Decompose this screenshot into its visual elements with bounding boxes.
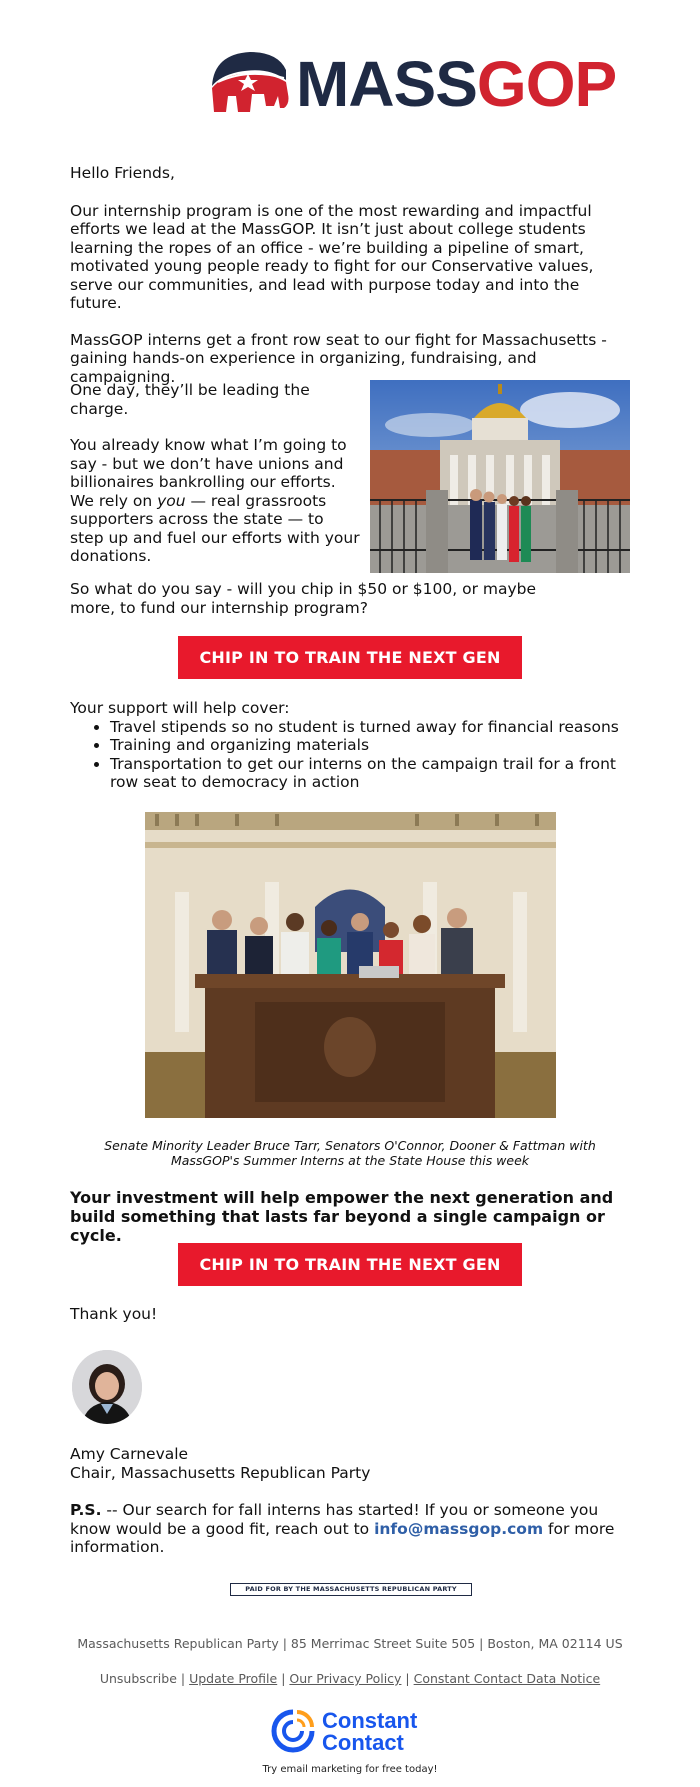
postscript xyxy=(70,1501,630,1557)
logo-wordmark xyxy=(296,48,616,120)
signature-block xyxy=(70,1445,630,1482)
support-intro: Your support will help cover: xyxy=(70,699,290,717)
massgop-logo[interactable] xyxy=(208,46,617,120)
avatar xyxy=(72,1350,142,1424)
support-list xyxy=(70,718,630,792)
grassroots-emphasis: you xyxy=(157,491,186,510)
paid-for-disclaimer: PAID FOR BY THE MASSACHUSETTS REPUBLICAN PARTY xyxy=(230,1583,472,1596)
ps-email-link[interactable]: info@massgop.com xyxy=(374,1519,544,1538)
list-item: • Transportation to get our interns on the campaign trail for a front row seat to democracy in action xyxy=(110,755,630,792)
unsubscribe-link[interactable]: Unsubscribe xyxy=(99,1671,177,1686)
ps-text-b: for more information. xyxy=(70,1519,615,1556)
cc-tagline[interactable]: Try email marketing for free today! xyxy=(262,1764,438,1775)
list-item: • Training and organizing materials xyxy=(110,736,630,755)
cc-word-2: Contact xyxy=(322,1730,404,1755)
data-notice-link[interactable]: Constant Contact Data Notice xyxy=(413,1671,601,1686)
constant-contact-logo[interactable] xyxy=(270,1708,440,1758)
footer-separator: | xyxy=(277,1671,290,1686)
logo-gop-text: GOP xyxy=(476,48,617,120)
ask-paragraph-wrap xyxy=(70,580,630,617)
ps-label: P.S. xyxy=(70,1501,102,1519)
update-profile-link[interactable]: Update Profile xyxy=(189,1671,278,1686)
photo-caption: Senate Minority Leader Bruce Tarr, Senators O'Connor, Dooner & Fattman with MassGOP's Summer Interns at the State House this week xyxy=(104,1138,596,1168)
footer-separator: | xyxy=(401,1671,414,1686)
footer-links xyxy=(0,1671,700,1687)
cc-word-1: Constant xyxy=(322,1708,418,1733)
grassroots-text-b: — real grassroots supporters across the state — to step up and fuel our efforts with your donations. xyxy=(70,491,360,565)
ps-text-a: -- Our search for fall interns has started! If you or someone you know would be a good fit, reach out to xyxy=(70,1501,599,1538)
logo-mass-text: MASS xyxy=(296,48,477,120)
constant-contact-icon xyxy=(270,1708,316,1754)
senate-chamber-photo xyxy=(145,812,556,1118)
paragraph-internship: Our internship program is one of the most rewarding and impactful efforts we lead at the MassGOP. It isn’t just about college students learning the ropes of an office - we’re building a pipeline of smart, motivated young people ready to fight for our Conservative values, serve our communities, and lead with purpose today and into the future. xyxy=(70,201,594,312)
greeting: Hello Friends, xyxy=(70,164,175,182)
grassroots-text-a: You already know what I’m going to say - but we don’t have unions and billionaires bankrolling our efforts. We rely on xyxy=(70,436,347,510)
paragraph-ask: So what do you say - will you chip in $50 or $100, or maybe more, to fund our internship program? xyxy=(70,580,537,617)
support-section xyxy=(70,699,630,792)
privacy-policy-link[interactable]: Our Privacy Policy xyxy=(289,1671,402,1686)
paragraph-leading: One day, they’ll be leading the charge. xyxy=(70,381,310,418)
state-house-photo xyxy=(370,380,630,573)
elephant-logo-icon xyxy=(208,46,294,118)
signer-title: Chair, Massachusetts Republican Party xyxy=(70,1463,371,1482)
chip-in-button-2[interactable]: CHIP IN TO TRAIN THE NEXT GEN xyxy=(178,1243,522,1286)
thank-you: Thank you! xyxy=(70,1305,158,1323)
letter-left-column xyxy=(70,381,360,566)
paragraph-front-row: MassGOP interns get a front row seat to our fight for Massachusetts - gaining hands-on experience in organizing, fundraising, and campaigning. xyxy=(70,330,607,386)
cc-wordmark xyxy=(322,1710,417,1754)
letter-intro xyxy=(70,164,630,386)
footer-address: Massachusetts Republican Party | 85 Merrimac Street Suite 505 | Boston, MA 02114 US xyxy=(77,1636,623,1651)
chip-in-button-1[interactable]: CHIP IN TO TRAIN THE NEXT GEN xyxy=(178,636,522,679)
list-item: • Travel stipends so no student is turned away for financial reasons xyxy=(110,718,630,737)
signer-name: Amy Carnevale xyxy=(70,1445,189,1463)
footer-separator: | xyxy=(176,1671,190,1686)
paragraph-grassroots xyxy=(70,436,360,566)
investment-statement: Your investment will help empower the next generation and build something that lasts far beyond a single campaign or cycle. xyxy=(70,1188,614,1245)
